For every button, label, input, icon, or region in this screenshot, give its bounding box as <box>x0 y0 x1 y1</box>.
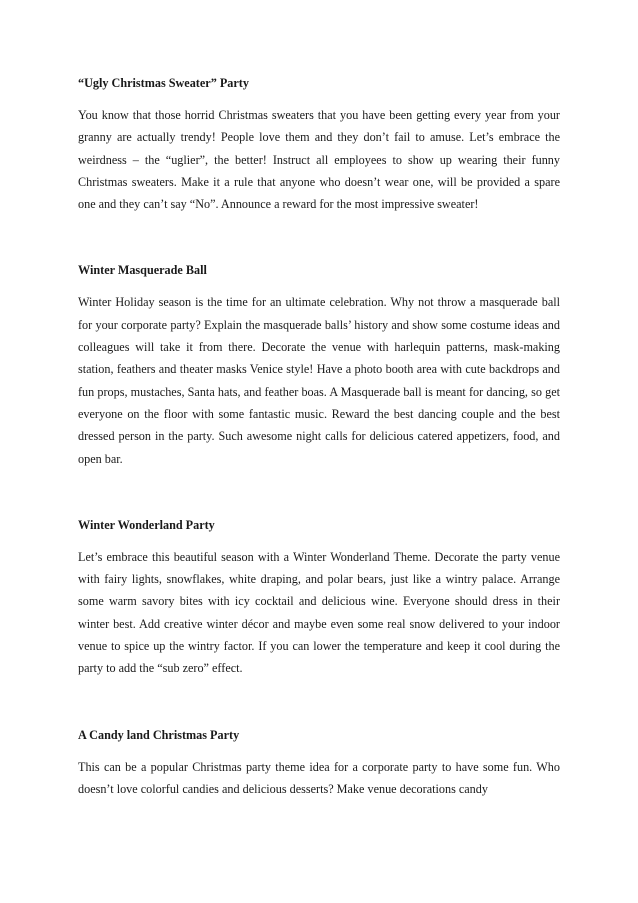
section-paragraph: Let’s embrace this beautiful season with a Winter Wonderland Theme. Decorate the party venue with fairy lights, snowflakes, white draping, and polar bears, just like a wintry palace. Arrange some warm savory bites with icy cocktail and delicious wine. Everyone should dress in their winter best. Add creative winter décor and maybe even some real snow delivered to your indoor venue to spice up the wintry factor. If you can lower the temperature and keep it cool during the party to add the “sub zero” effect. <box>78 549 560 676</box>
section-paragraph: This can be a popular Christmas party theme idea for a corporate party to have some fun. Who doesn’t love colorful candies and delicious desserts? Make venue decorations candy <box>78 759 560 796</box>
section-heading: Winter Masquerade Ball <box>78 263 207 278</box>
section-candy-land <box>78 724 560 801</box>
section-heading: “Ugly Christmas Sweater” Party <box>78 76 249 90</box>
section-spacer <box>78 470 560 514</box>
section-ugly-sweater <box>78 72 560 215</box>
section-paragraph: You know that those horrid Christmas sweaters that you have been getting every year from your granny are actually trendy! People love them and they don’t fail to amuse. Let’s embrace the weirdness – the “uglier”, the better! Instruct all employees to show up wearing their funny Christmas sweaters. Make it a rule that anyone who doesn’t wear one, will be provided a spare one and they can’t say “No”. Announce a reward for the most impressive sweater! <box>78 108 560 212</box>
section-winter-wonderland <box>78 514 560 680</box>
section-heading: Winter Wonderland Party <box>78 517 215 532</box>
section-masquerade-ball <box>78 259 560 469</box>
section-spacer <box>78 215 560 259</box>
section-spacer <box>78 680 560 724</box>
document-page <box>78 72 560 800</box>
section-paragraph: Winter Holiday season is the time for an ultimate celebration. Why not throw a masquerade ball for your corporate party? Explain the masquerade balls’ history and show some costume ideas and colleagues will take it from there. Decorate the venue with harlequin patterns, mask-making station, feathers and theater masks Venice style! Have a photo booth area with cute backdrops and fun props, mustaches, Santa hats, and feather boas. A Masquerade ball is meant for dancing, so get everyone on the floor with some fantastic music. Reward the best dancing couple and the best dressed person in the party. Such awesome night calls for delicious catered appetizers, food, and open bar. <box>78 295 560 466</box>
section-heading: A Candy land Christmas Party <box>78 727 240 742</box>
